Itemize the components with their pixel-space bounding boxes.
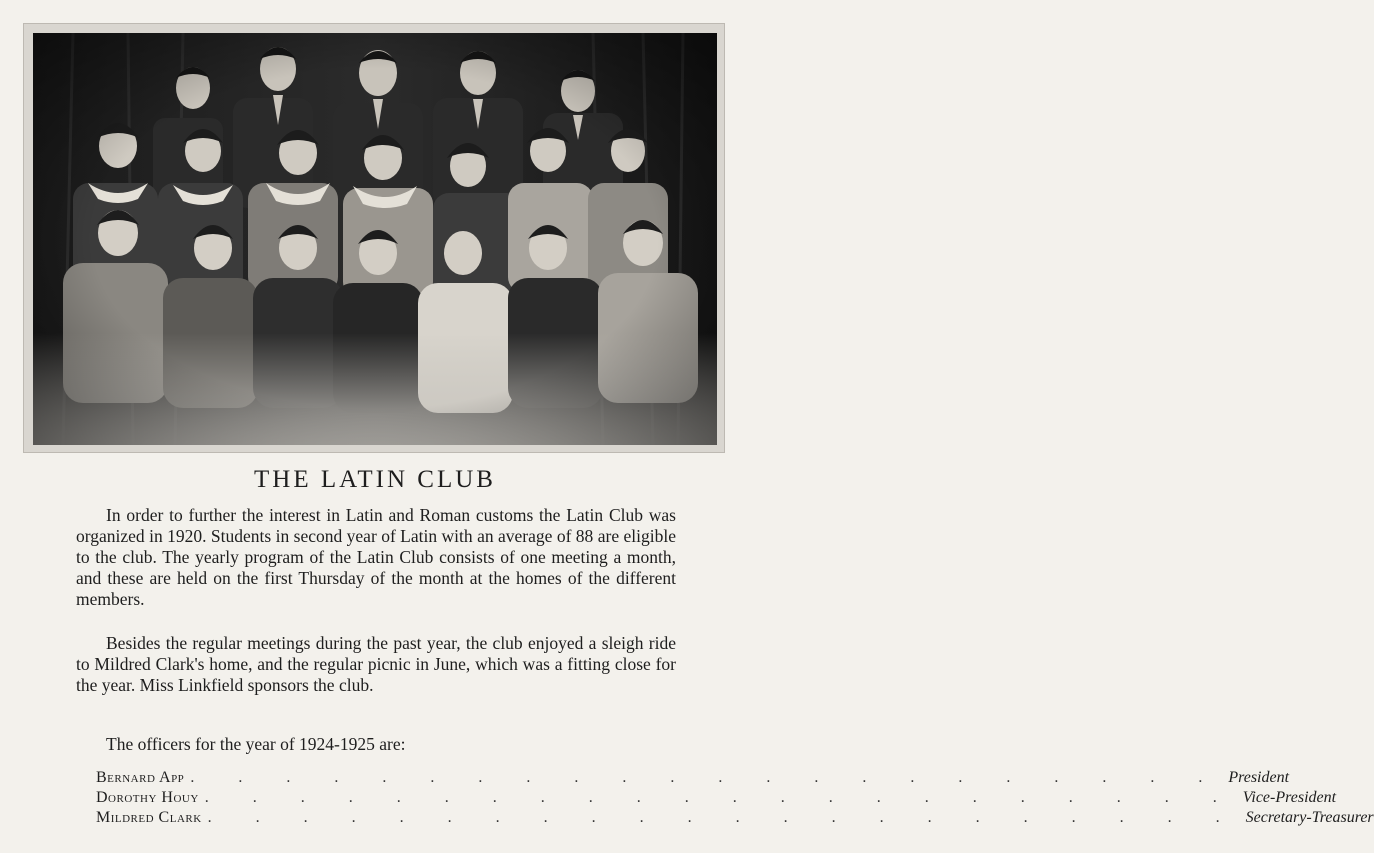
officer-row [96, 808, 1374, 828]
body-paragraph-2: Besides the regular meetings during the past year, the club enjoyed a sleigh ride to Mildred Clark's home, and the regular picnic in June, which was a fitting close for the year. Miss Linkfield sponsors the club. [76, 633, 676, 695]
officer-name: Bernard App [96, 769, 185, 786]
page-title: THE LATIN CLUB [254, 466, 496, 493]
group-photo [33, 33, 717, 445]
officer-row [96, 768, 1290, 788]
group-photo-frame [23, 23, 725, 453]
dot-leader: . . . . . . . . . . . . . . . . . . . . . . [207, 809, 1240, 826]
officers-list [96, 768, 1374, 828]
dot-leader: . . . . . . . . . . . . . . . . . . . . . . [190, 769, 1223, 786]
officer-title: Secretary-Treasurer [1245, 809, 1374, 826]
officer-title: President [1228, 769, 1290, 786]
officer-name: Mildred Clark [96, 809, 202, 826]
dot-leader: . . . . . . . . . . . . . . . . . . . . . . [204, 789, 1237, 806]
officer-name: Dorothy Houy [96, 789, 199, 806]
body-paragraph-1: In order to further the interest in Latin and Roman customs the Latin Club was organized in 1920. Students in second year of Latin with an average of 88 are eligible to the club. The yearly program of the Latin Club consists of one meeting a month, and these are held on the first Thursday of the month at the homes of the different members. [76, 505, 676, 609]
officers-intro: The officers for the year of 1924-1925 are: [106, 734, 406, 754]
officer-row [96, 788, 1337, 808]
officer-title: Vice-President [1242, 789, 1337, 806]
